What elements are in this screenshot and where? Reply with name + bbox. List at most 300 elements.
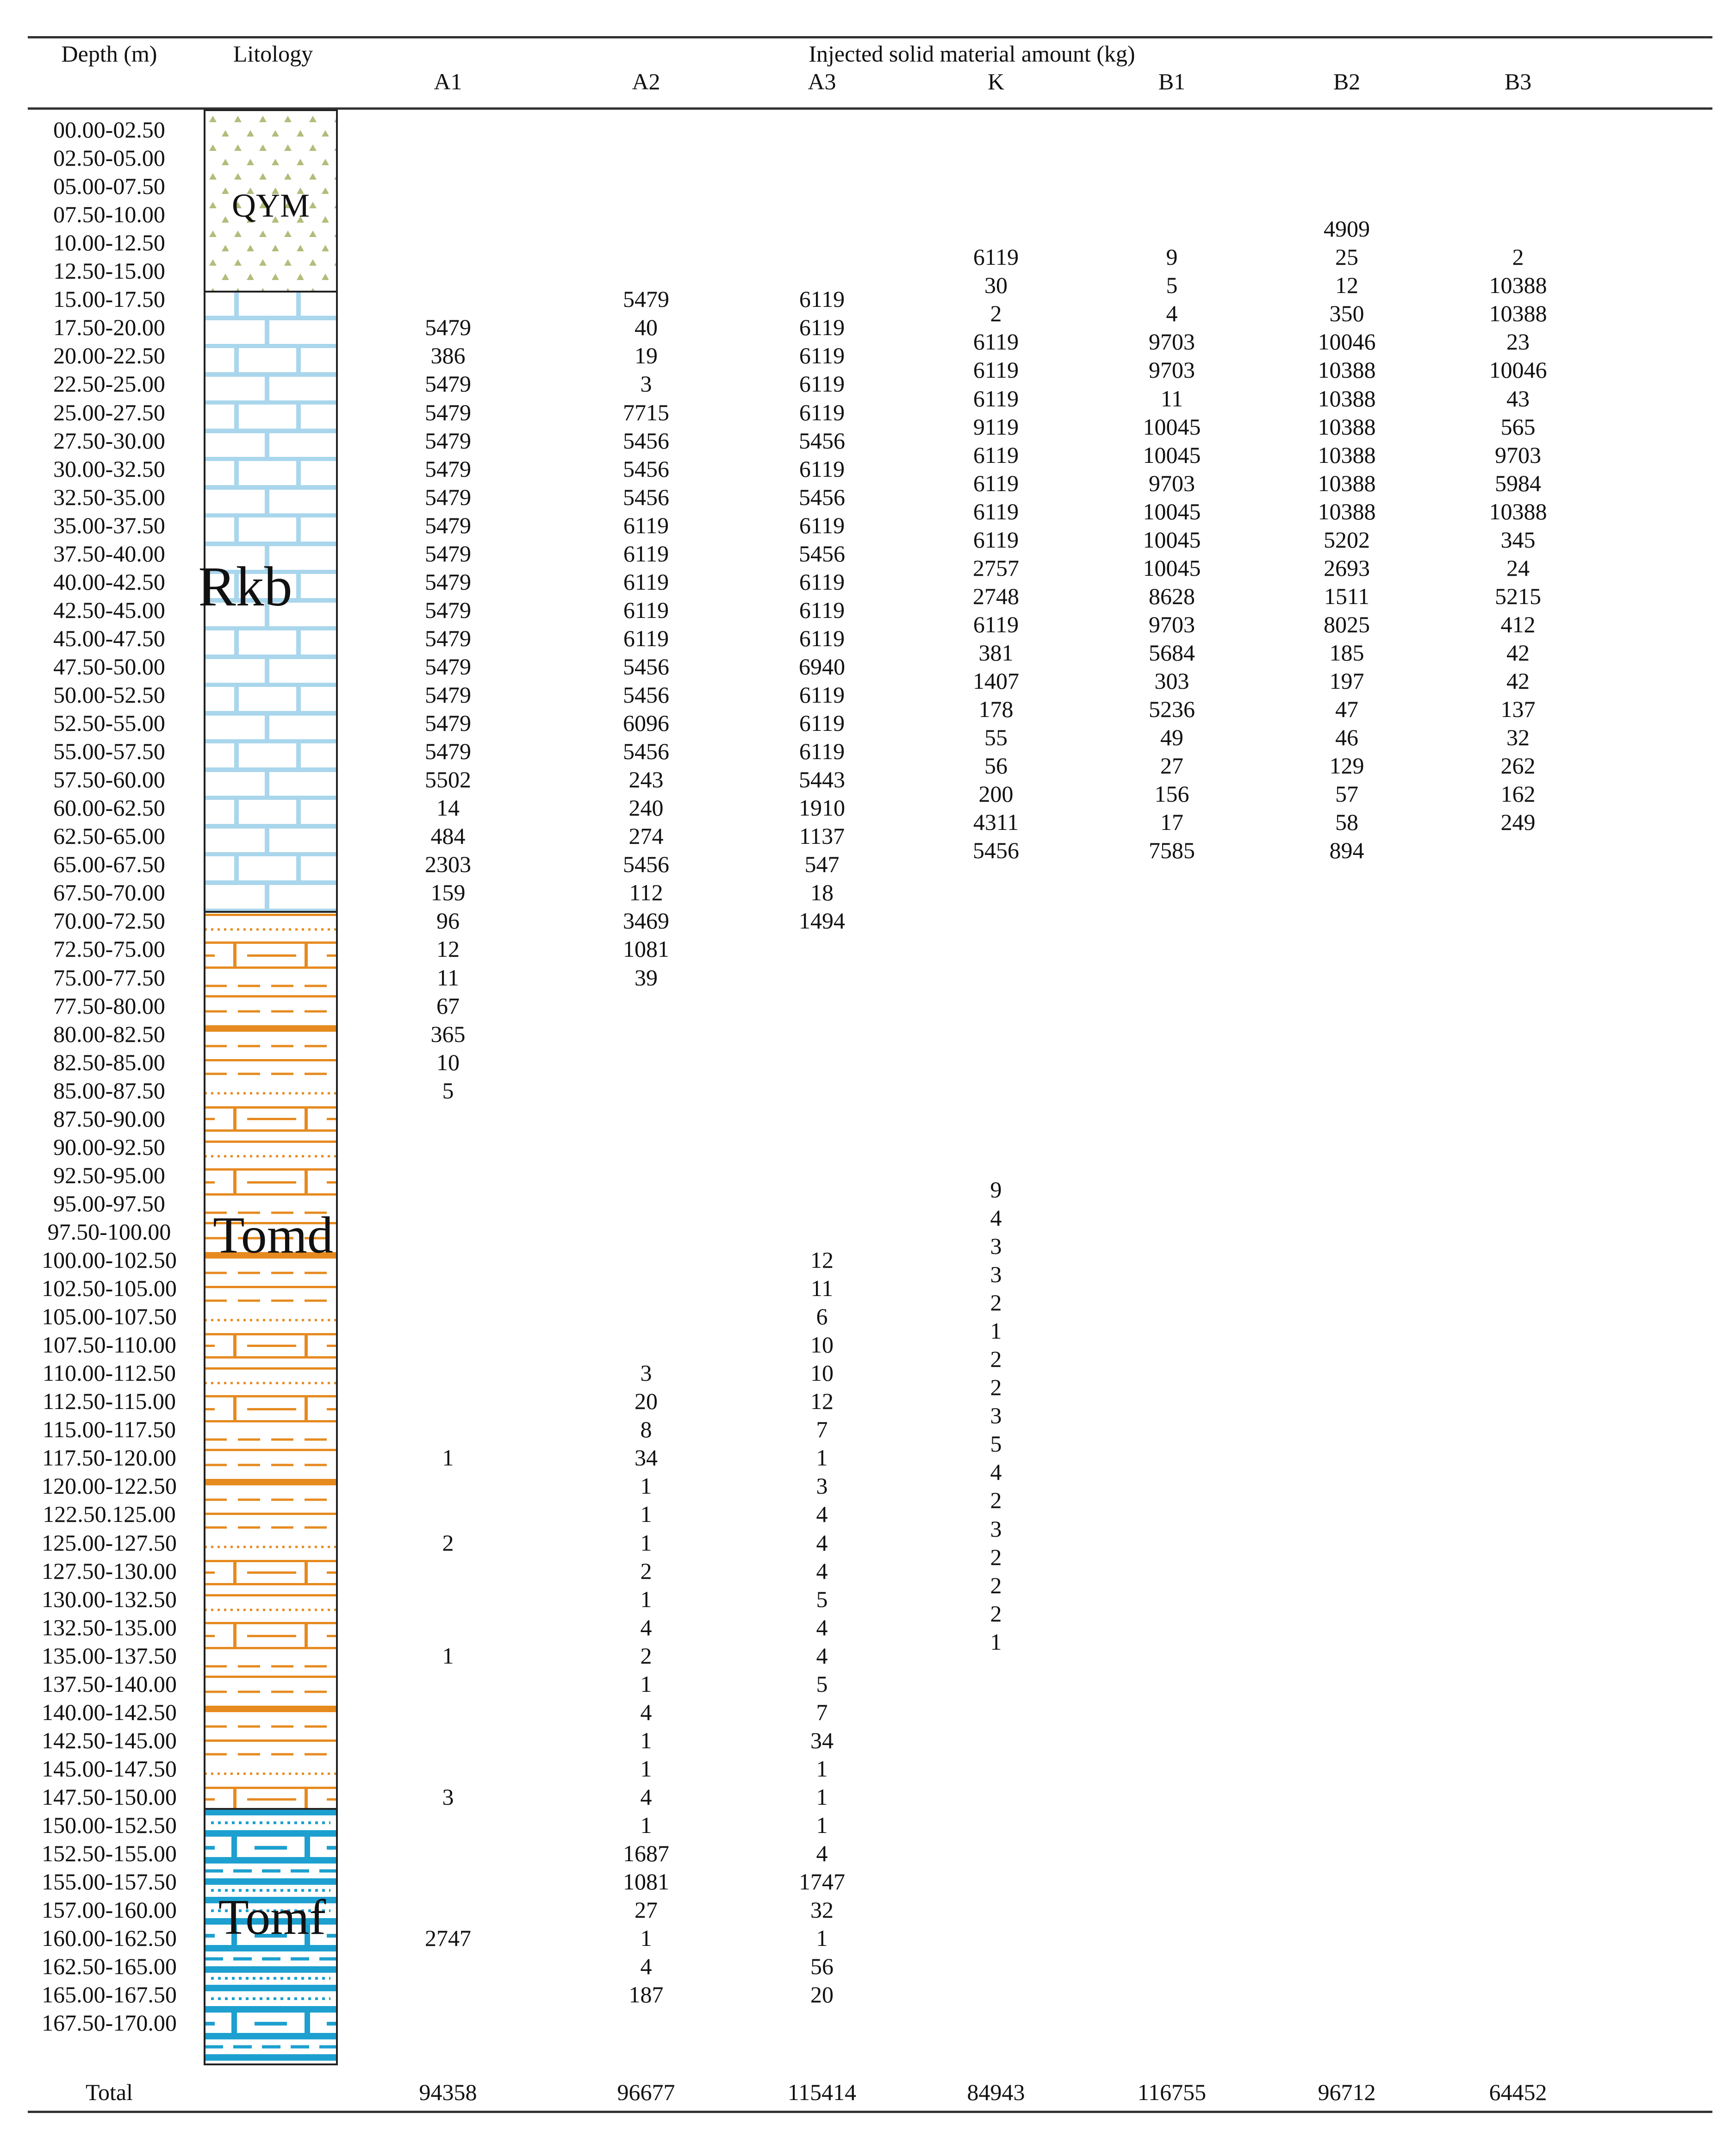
depth-header: Depth (m) bbox=[61, 41, 157, 67]
value-cell-a3: 3 bbox=[816, 1473, 828, 1499]
value-cell-a1: 11 bbox=[436, 964, 460, 991]
depth-interval: 130.00-132.50 bbox=[42, 1586, 177, 1612]
total-b1: 116755 bbox=[1137, 2079, 1207, 2105]
depth-interval: 42.50-45.00 bbox=[53, 597, 165, 623]
depth-interval: 135.00-137.50 bbox=[42, 1642, 177, 1669]
material-header: Injected solid material amount (kg) bbox=[809, 41, 1135, 67]
value-cell-a2: 6119 bbox=[623, 512, 669, 538]
value-cell-k: 6119 bbox=[973, 385, 1019, 411]
value-cell-a2: 4 bbox=[640, 1783, 652, 1810]
value-cell-b2: 185 bbox=[1329, 639, 1364, 666]
depth-interval: 105.00-107.50 bbox=[42, 1303, 177, 1330]
value-cell-b3: 262 bbox=[1500, 753, 1536, 779]
depth-interval: 65.00-67.50 bbox=[53, 851, 165, 878]
value-cell-a1: 5 bbox=[442, 1077, 454, 1103]
depth-interval: 140.00-142.50 bbox=[42, 1699, 177, 1725]
value-cell-a3: 10 bbox=[810, 1332, 834, 1358]
value-cell-b2: 350 bbox=[1329, 300, 1364, 327]
depth-interval: 110.00-112.50 bbox=[43, 1360, 176, 1386]
value-cell-b1: 303 bbox=[1154, 668, 1189, 694]
value-cell-a2: 1081 bbox=[623, 1869, 669, 1895]
value-cell-k: 2 bbox=[990, 1290, 1002, 1316]
value-cell-b1: 9703 bbox=[1149, 357, 1195, 383]
value-cell-a2: 6119 bbox=[623, 568, 669, 595]
value-cell-k: 2 bbox=[990, 1600, 1002, 1627]
value-cell-k: 6119 bbox=[973, 442, 1019, 468]
value-cell-b3: 42 bbox=[1506, 668, 1530, 694]
value-cell-k: 9119 bbox=[973, 413, 1019, 440]
unit-label-tomf: Tomf bbox=[218, 1890, 326, 1945]
depth-interval: 37.50-40.00 bbox=[53, 540, 165, 567]
depth-interval: 137.50-140.00 bbox=[42, 1671, 177, 1697]
column-header-k: K bbox=[987, 69, 1005, 94]
depth-interval: 17.50-20.00 bbox=[53, 314, 165, 341]
column-header-a3: A3 bbox=[808, 69, 836, 94]
value-cell-a3: 1910 bbox=[799, 795, 845, 821]
value-cell-a2: 1 bbox=[640, 1529, 652, 1556]
value-cell-a1: 5479 bbox=[425, 455, 471, 482]
depth-interval: 120.00-122.50 bbox=[42, 1473, 177, 1499]
value-cell-k: 2 bbox=[990, 1346, 1002, 1372]
value-cell-a1: 484 bbox=[430, 823, 466, 849]
depth-interval: 07.50-10.00 bbox=[53, 201, 165, 228]
value-cell-a3: 6119 bbox=[799, 597, 845, 623]
value-cell-a2: 5456 bbox=[623, 484, 669, 510]
depth-interval: 85.00-87.50 bbox=[53, 1077, 165, 1103]
value-cell-a2: 240 bbox=[628, 795, 664, 821]
depth-interval: 10.00-12.50 bbox=[53, 230, 165, 256]
value-cell-a3: 6119 bbox=[799, 286, 845, 312]
value-cell-b1: 49 bbox=[1160, 724, 1183, 751]
value-cell-b3: 42 bbox=[1506, 639, 1530, 666]
value-cell-a1: 5479 bbox=[425, 484, 471, 510]
depth-interval: 155.00-157.50 bbox=[42, 1869, 177, 1895]
total-a2: 96677 bbox=[617, 2079, 675, 2105]
value-cell-b3: 5215 bbox=[1495, 583, 1541, 609]
value-cell-a2: 19 bbox=[635, 343, 658, 369]
value-cell-a2: 1 bbox=[640, 1755, 652, 1782]
value-cell-k: 55 bbox=[984, 724, 1008, 751]
value-cell-b1: 10045 bbox=[1143, 498, 1201, 524]
value-cell-a2: 187 bbox=[628, 1982, 664, 2008]
value-cell-a1: 2747 bbox=[425, 1925, 471, 1951]
depth-interval: 142.50-145.00 bbox=[42, 1727, 177, 1753]
depth-interval: 75.00-77.50 bbox=[53, 964, 165, 991]
value-cell-b1: 5 bbox=[1166, 272, 1178, 299]
value-cell-a2: 20 bbox=[635, 1388, 658, 1415]
value-cell-b3: 137 bbox=[1500, 696, 1536, 723]
column-header-a2: A2 bbox=[632, 69, 660, 94]
value-cell-k: 6119 bbox=[973, 611, 1019, 637]
value-cell-a3: 11 bbox=[810, 1275, 834, 1302]
value-cell-k: 2 bbox=[990, 1374, 1002, 1401]
value-cell-k: 178 bbox=[978, 696, 1014, 723]
value-cell-a1: 10 bbox=[436, 1049, 460, 1075]
value-cell-a3: 56 bbox=[810, 1953, 834, 1980]
depth-interval: 72.50-75.00 bbox=[53, 936, 165, 962]
value-cell-a2: 4 bbox=[640, 1953, 652, 1980]
value-cell-b1: 7585 bbox=[1149, 837, 1195, 864]
value-cell-a2: 5456 bbox=[623, 682, 669, 708]
value-cell-b1: 9703 bbox=[1149, 611, 1195, 637]
lithology-header: Litology bbox=[233, 41, 313, 67]
value-cell-a3: 4 bbox=[816, 1614, 828, 1640]
value-cell-k: 3 bbox=[990, 1261, 1002, 1288]
value-cell-k: 200 bbox=[978, 781, 1014, 807]
value-cell-k: 56 bbox=[984, 753, 1008, 779]
value-cell-b3: 2 bbox=[1512, 244, 1524, 270]
value-cell-k: 6119 bbox=[973, 470, 1019, 496]
value-cell-a3: 4 bbox=[816, 1529, 828, 1556]
depth-interval: 145.00-147.50 bbox=[42, 1755, 177, 1782]
value-cell-b2: 5202 bbox=[1324, 526, 1370, 553]
value-cell-b1: 10045 bbox=[1143, 555, 1201, 581]
depth-interval: 160.00-162.50 bbox=[42, 1925, 177, 1951]
value-cell-k: 2 bbox=[990, 300, 1002, 327]
value-cell-a2: 1 bbox=[640, 1671, 652, 1697]
column-header-b3: B3 bbox=[1504, 69, 1532, 94]
value-cell-b3: 249 bbox=[1500, 809, 1536, 835]
value-cell-k: 5456 bbox=[973, 837, 1019, 864]
value-cell-b2: 8025 bbox=[1324, 611, 1370, 637]
value-cell-k: 1 bbox=[990, 1318, 1002, 1344]
value-cell-a2: 1 bbox=[640, 1812, 652, 1838]
value-cell-a2: 5456 bbox=[623, 851, 669, 878]
value-cell-a3: 5 bbox=[816, 1671, 828, 1697]
value-cell-a2: 40 bbox=[635, 314, 658, 341]
depth-interval: 92.50-95.00 bbox=[53, 1162, 165, 1188]
value-cell-a1: 2303 bbox=[425, 851, 471, 878]
value-cell-k: 6119 bbox=[973, 526, 1019, 553]
depth-interval: 30.00-32.50 bbox=[53, 455, 165, 482]
value-cell-a2: 5456 bbox=[623, 427, 669, 454]
value-cell-a1: 365 bbox=[430, 1021, 466, 1047]
depth-interval: 90.00-92.50 bbox=[53, 1134, 165, 1160]
depth-interval: 40.00-42.50 bbox=[53, 568, 165, 595]
value-cell-b1: 10045 bbox=[1143, 442, 1201, 468]
value-cell-b3: 10388 bbox=[1489, 498, 1547, 524]
value-cell-b1: 4 bbox=[1166, 300, 1178, 327]
value-cell-k: 6119 bbox=[973, 498, 1019, 524]
value-cell-a2: 4 bbox=[640, 1614, 652, 1640]
value-cell-a2: 1 bbox=[640, 1586, 652, 1612]
value-cell-a3: 12 bbox=[810, 1247, 834, 1273]
value-cell-b2: 4909 bbox=[1324, 216, 1370, 242]
value-cell-a3: 6119 bbox=[799, 710, 845, 736]
value-cell-k: 5 bbox=[990, 1431, 1002, 1457]
total-k: 84943 bbox=[967, 2079, 1025, 2105]
value-cell-a3: 6119 bbox=[799, 399, 845, 425]
value-cell-a3: 6119 bbox=[799, 682, 845, 708]
depth-interval: 00.00-02.50 bbox=[53, 117, 165, 143]
value-cell-b2: 10388 bbox=[1318, 357, 1376, 383]
total-a1: 94358 bbox=[419, 2079, 477, 2105]
value-cell-a2: 6119 bbox=[623, 625, 669, 651]
value-cell-a3: 6119 bbox=[799, 568, 845, 595]
value-cell-a1: 5479 bbox=[425, 682, 471, 708]
value-cell-b1: 10045 bbox=[1143, 413, 1201, 440]
value-cell-a2: 1 bbox=[640, 1727, 652, 1753]
value-cell-a1: 5479 bbox=[425, 568, 471, 595]
value-cell-k: 1 bbox=[990, 1628, 1002, 1655]
value-cell-a3: 6119 bbox=[799, 512, 845, 538]
depth-interval: 125.00-127.50 bbox=[42, 1529, 177, 1556]
depth-interval: 50.00-52.50 bbox=[53, 682, 165, 708]
value-cell-a3: 1137 bbox=[799, 823, 845, 849]
value-cell-k: 2757 bbox=[973, 555, 1019, 581]
value-cell-b2: 10388 bbox=[1318, 498, 1376, 524]
depth-interval: 102.50-105.00 bbox=[42, 1275, 177, 1302]
depth-interval: 22.50-25.00 bbox=[53, 371, 165, 397]
value-cell-b1: 11 bbox=[1160, 385, 1183, 411]
depth-interval: 95.00-97.50 bbox=[53, 1190, 165, 1216]
value-cell-k: 4 bbox=[990, 1204, 1002, 1231]
value-cell-a1: 5479 bbox=[425, 427, 471, 454]
value-cell-k: 6119 bbox=[973, 357, 1019, 383]
value-cell-a2: 6119 bbox=[623, 540, 669, 567]
depth-interval: 132.50-135.00 bbox=[42, 1614, 177, 1640]
total-b3: 64452 bbox=[1489, 2079, 1547, 2105]
value-cell-k: 2 bbox=[990, 1487, 1002, 1514]
value-cell-a2: 243 bbox=[628, 767, 664, 793]
value-cell-a3: 7 bbox=[816, 1699, 828, 1725]
value-cell-a3: 1494 bbox=[799, 908, 845, 934]
value-cell-a1: 5479 bbox=[425, 710, 471, 736]
value-cell-b1: 5236 bbox=[1149, 696, 1195, 723]
value-cell-a3: 1 bbox=[816, 1925, 828, 1951]
depth-interval: 80.00-82.50 bbox=[53, 1021, 165, 1047]
depth-interval: 02.50-05.00 bbox=[53, 145, 165, 171]
depth-interval: 147.50-150.00 bbox=[42, 1783, 177, 1810]
value-cell-k: 6119 bbox=[973, 329, 1019, 355]
depth-interval: 152.50-155.00 bbox=[42, 1840, 177, 1867]
value-cell-b2: 10388 bbox=[1318, 413, 1376, 440]
value-cell-a3: 5456 bbox=[799, 427, 845, 454]
value-cell-b2: 58 bbox=[1335, 809, 1358, 835]
depth-interval: 112.50-115.00 bbox=[43, 1388, 176, 1415]
value-cell-k: 4 bbox=[990, 1459, 1002, 1485]
value-cell-b3: 32 bbox=[1506, 724, 1530, 751]
value-cell-a1: 5479 bbox=[425, 371, 471, 397]
depth-interval: 82.50-85.00 bbox=[53, 1049, 165, 1075]
value-cell-a1: 2 bbox=[442, 1529, 454, 1556]
depth-interval: 45.00-47.50 bbox=[53, 625, 165, 651]
value-cell-b1: 17 bbox=[1160, 809, 1183, 835]
value-cell-a3: 34 bbox=[810, 1727, 834, 1753]
value-cell-a1: 5479 bbox=[425, 738, 471, 765]
value-cell-a3: 5443 bbox=[799, 767, 845, 793]
value-cell-a2: 1687 bbox=[623, 1840, 669, 1867]
column-header-b1: B1 bbox=[1158, 69, 1186, 94]
value-cell-k: 1407 bbox=[973, 668, 1019, 694]
unit-label-tomd: Tomd bbox=[213, 1207, 333, 1264]
value-cell-a3: 5456 bbox=[799, 484, 845, 510]
depth-interval: 62.50-65.00 bbox=[53, 823, 165, 849]
value-cell-k: 6119 bbox=[973, 244, 1019, 270]
value-cell-a2: 5456 bbox=[623, 455, 669, 482]
value-cell-b3: 10388 bbox=[1489, 300, 1547, 327]
value-cell-a3: 4 bbox=[816, 1642, 828, 1669]
value-cell-k: 9 bbox=[990, 1176, 1002, 1203]
value-cell-b3: 24 bbox=[1506, 555, 1530, 581]
value-cell-b3: 9703 bbox=[1495, 442, 1541, 468]
value-cell-a2: 8 bbox=[640, 1416, 652, 1443]
depth-interval: 117.50-120.00 bbox=[42, 1445, 176, 1471]
value-cell-b3: 10046 bbox=[1489, 357, 1547, 383]
value-cell-b1: 9703 bbox=[1149, 470, 1195, 496]
value-cell-a2: 3 bbox=[640, 371, 652, 397]
value-cell-a3: 4 bbox=[816, 1501, 828, 1527]
value-cell-b3: 43 bbox=[1506, 385, 1530, 411]
value-cell-a3: 547 bbox=[804, 851, 840, 878]
value-cell-a2: 2 bbox=[640, 1558, 652, 1584]
depth-interval: 100.00-102.50 bbox=[42, 1247, 177, 1273]
value-cell-b1: 156 bbox=[1154, 781, 1189, 807]
value-cell-b2: 197 bbox=[1329, 668, 1364, 694]
value-cell-k: 3 bbox=[990, 1402, 1002, 1429]
depth-interval: 32.50-35.00 bbox=[53, 484, 165, 510]
value-cell-a3: 6119 bbox=[799, 343, 845, 369]
depth-interval: 122.50.125.00 bbox=[43, 1501, 176, 1527]
value-cell-b2: 25 bbox=[1335, 244, 1358, 270]
value-cell-b2: 10046 bbox=[1318, 329, 1376, 355]
value-cell-a2: 2 bbox=[640, 1642, 652, 1669]
value-cell-a1: 5502 bbox=[425, 767, 471, 793]
depth-interval: 12.50-15.00 bbox=[53, 258, 165, 284]
value-cell-a1: 5479 bbox=[425, 653, 471, 679]
value-cell-a1: 12 bbox=[436, 936, 460, 962]
unit-label-rkb: Rkb bbox=[198, 555, 292, 618]
value-cell-a3: 1 bbox=[816, 1445, 828, 1471]
value-cell-a2: 27 bbox=[635, 1897, 658, 1923]
value-cell-a1: 5479 bbox=[425, 597, 471, 623]
value-cell-b2: 46 bbox=[1335, 724, 1358, 751]
value-cell-b3: 345 bbox=[1500, 526, 1536, 553]
value-cell-b2: 2693 bbox=[1324, 555, 1370, 581]
value-cell-k: 3 bbox=[990, 1515, 1002, 1542]
value-cell-a1: 159 bbox=[430, 879, 466, 906]
value-cell-a3: 1 bbox=[816, 1755, 828, 1782]
value-cell-a2: 3 bbox=[640, 1360, 652, 1386]
value-cell-a2: 4 bbox=[640, 1699, 652, 1725]
value-cell-k: 381 bbox=[978, 639, 1014, 666]
value-cell-b3: 10388 bbox=[1489, 272, 1547, 299]
value-cell-a3: 5 bbox=[816, 1586, 828, 1612]
value-cell-a2: 3469 bbox=[623, 908, 669, 934]
depth-interval: 55.00-57.50 bbox=[53, 738, 165, 765]
value-cell-a2: 274 bbox=[628, 823, 664, 849]
value-cell-a3: 6119 bbox=[799, 314, 845, 341]
value-cell-a2: 39 bbox=[635, 964, 658, 991]
value-cell-b2: 1511 bbox=[1324, 583, 1370, 609]
depth-interval: 47.50-50.00 bbox=[53, 653, 165, 679]
value-cell-a2: 1 bbox=[640, 1473, 652, 1499]
value-cell-a3: 6119 bbox=[799, 371, 845, 397]
value-cell-a3: 6119 bbox=[799, 455, 845, 482]
value-cell-a1: 1 bbox=[442, 1445, 454, 1471]
depth-interval: 107.50-110.00 bbox=[42, 1332, 176, 1358]
depth-interval: 157.00-160.00 bbox=[42, 1897, 177, 1923]
value-cell-b2: 10388 bbox=[1318, 470, 1376, 496]
value-cell-a3: 1747 bbox=[799, 1869, 845, 1895]
depth-interval: 57.50-60.00 bbox=[53, 767, 165, 793]
depth-interval: 52.50-55.00 bbox=[53, 710, 165, 736]
value-cell-a3: 6119 bbox=[799, 625, 845, 651]
value-cell-a3: 6 bbox=[816, 1303, 828, 1330]
value-cell-a3: 4 bbox=[816, 1558, 828, 1584]
value-cell-k: 30 bbox=[984, 272, 1008, 299]
depth-interval: 15.00-17.50 bbox=[53, 286, 165, 312]
value-cell-b1: 27 bbox=[1160, 753, 1183, 779]
value-cell-a1: 5479 bbox=[425, 512, 471, 538]
unit-label-qym: QYM bbox=[231, 187, 310, 224]
value-cell-b1: 8628 bbox=[1149, 583, 1195, 609]
depth-interval: 35.00-37.50 bbox=[53, 512, 165, 538]
depth-interval: 70.00-72.50 bbox=[53, 908, 165, 934]
depth-interval: 97.50-100.00 bbox=[47, 1218, 171, 1245]
depth-interval: 127.50-130.00 bbox=[42, 1558, 177, 1584]
depth-interval: 150.00-152.50 bbox=[42, 1812, 177, 1838]
depth-interval: 20.00-22.50 bbox=[53, 343, 165, 369]
value-cell-b2: 129 bbox=[1329, 753, 1364, 779]
value-cell-a3: 7 bbox=[816, 1416, 828, 1443]
value-cell-a3: 18 bbox=[810, 879, 834, 906]
depth-interval: 167.50-170.00 bbox=[42, 2010, 177, 2036]
value-cell-a1: 1 bbox=[442, 1642, 454, 1669]
value-cell-a1: 5479 bbox=[425, 399, 471, 425]
value-cell-a3: 4 bbox=[816, 1840, 828, 1867]
value-cell-k: 2748 bbox=[973, 583, 1019, 609]
value-cell-a2: 5479 bbox=[623, 286, 669, 312]
value-cell-b3: 23 bbox=[1506, 329, 1530, 355]
value-cell-b2: 10388 bbox=[1318, 385, 1376, 411]
value-cell-a2: 1081 bbox=[623, 936, 669, 962]
value-cell-b3: 412 bbox=[1500, 611, 1536, 637]
value-cell-b2: 10388 bbox=[1318, 442, 1376, 468]
value-cell-k: 2 bbox=[990, 1572, 1002, 1598]
depth-interval: 77.50-80.00 bbox=[53, 992, 165, 1019]
total-label: Total bbox=[85, 2079, 133, 2105]
value-cell-b2: 47 bbox=[1335, 696, 1358, 723]
value-cell-a1: 5479 bbox=[425, 314, 471, 341]
value-cell-b1: 9 bbox=[1166, 244, 1178, 270]
unit-tomd-fill bbox=[205, 912, 337, 1809]
depth-interval: 05.00-07.50 bbox=[53, 173, 165, 199]
value-cell-a2: 7715 bbox=[623, 399, 669, 425]
value-cell-a2: 6096 bbox=[623, 710, 669, 736]
value-cell-a3: 1 bbox=[816, 1783, 828, 1810]
value-cell-a3: 32 bbox=[810, 1897, 834, 1923]
value-cell-a2: 5456 bbox=[623, 653, 669, 679]
value-cell-b3: 162 bbox=[1500, 781, 1536, 807]
value-cell-a3: 12 bbox=[810, 1388, 834, 1415]
value-cell-b2: 57 bbox=[1335, 781, 1358, 807]
value-cell-a2: 5456 bbox=[623, 738, 669, 765]
column-header-a1: A1 bbox=[434, 69, 462, 94]
value-cell-a3: 20 bbox=[810, 1982, 834, 2008]
depth-interval: 162.50-165.00 bbox=[42, 1953, 177, 1980]
depth-interval: 27.50-30.00 bbox=[53, 427, 165, 454]
value-cell-a1: 96 bbox=[436, 908, 460, 934]
value-cell-a1: 5479 bbox=[425, 625, 471, 651]
value-cell-b1: 5684 bbox=[1149, 639, 1195, 666]
value-cell-a2: 1 bbox=[640, 1925, 652, 1951]
value-cell-b2: 894 bbox=[1329, 837, 1364, 864]
value-cell-a3: 1 bbox=[816, 1812, 828, 1838]
value-cell-b2: 12 bbox=[1335, 272, 1358, 299]
value-cell-b1: 10045 bbox=[1143, 526, 1201, 553]
depth-interval: 87.50-90.00 bbox=[53, 1105, 165, 1132]
